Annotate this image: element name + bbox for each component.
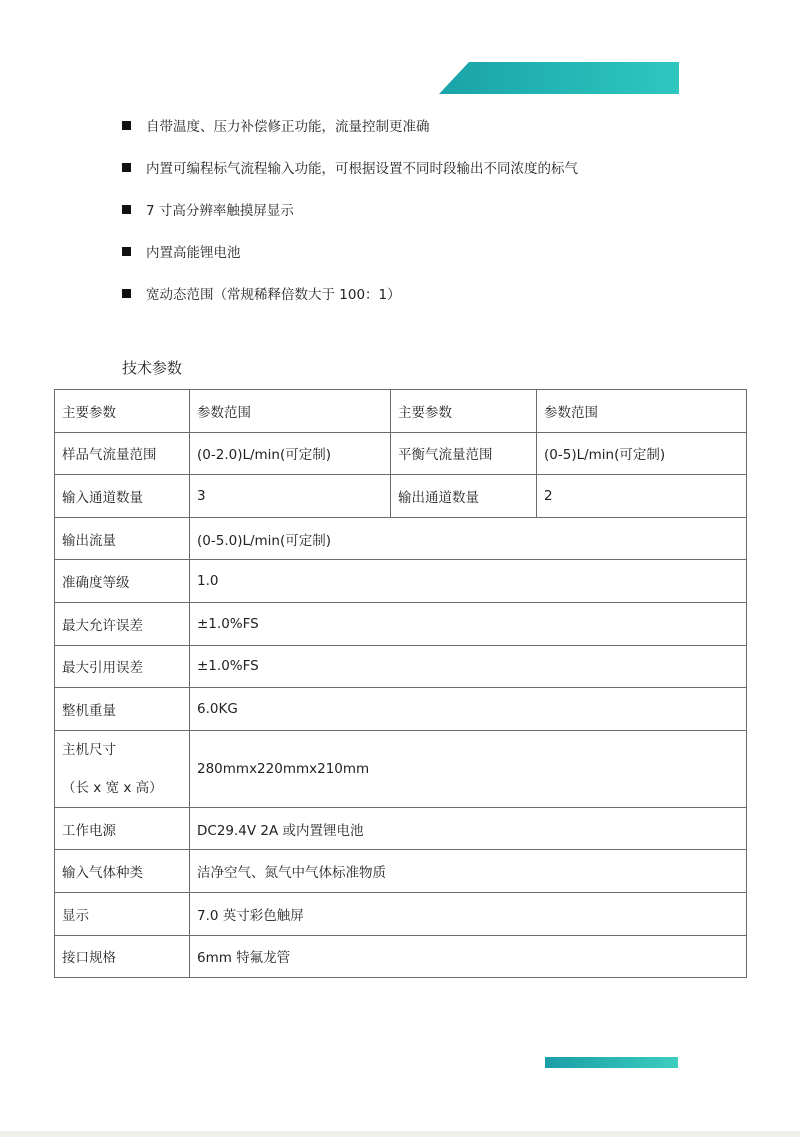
- param-value: 2: [537, 475, 747, 518]
- square-bullet-icon: [122, 121, 131, 130]
- param-value: (0-5)L/min(可定制): [537, 432, 747, 475]
- param-value: 7.0 英寸彩色触屏: [190, 892, 747, 935]
- param-label: 输出流量: [55, 517, 190, 560]
- param-value: DC29.4V 2A 或内置锂电池: [190, 807, 747, 850]
- table-row: [55, 935, 747, 978]
- square-bullet-icon: [122, 247, 131, 256]
- technical-parameters-table: [54, 389, 747, 978]
- param-value: ±1.0%FS: [190, 645, 747, 688]
- table-header-cell: 参数范围: [190, 390, 391, 433]
- table-row: [55, 645, 747, 688]
- table-row: [55, 688, 747, 731]
- table-header-cell: 主要参数: [55, 390, 190, 433]
- feature-item: [122, 188, 722, 230]
- param-value: 6.0KG: [190, 688, 747, 731]
- table-header-cell: 参数范围: [537, 390, 747, 433]
- param-label: 样品气流量范围: [55, 432, 190, 475]
- param-value: 280mmx220mmx210mm: [190, 730, 747, 807]
- table-row: [55, 432, 747, 475]
- param-label: 最大引用误差: [55, 645, 190, 688]
- table-header-row: [55, 390, 747, 433]
- param-value: (0-2.0)L/min(可定制): [190, 432, 391, 475]
- feature-text: 内置可编程标气流程输入功能，可根据设置不同时段输出不同浓度的标气: [146, 161, 578, 177]
- param-value: 3: [190, 475, 391, 518]
- param-label: 平衡气流量范围: [391, 432, 537, 475]
- param-label: 输入通道数量: [55, 475, 190, 518]
- param-label: 整机重量: [55, 688, 190, 731]
- table-row: [55, 475, 747, 518]
- param-value: (0-5.0)L/min(可定制): [190, 517, 747, 560]
- table-row: [55, 850, 747, 893]
- feature-item: [122, 230, 722, 272]
- param-label: 输入气体种类: [55, 850, 190, 893]
- param-label: 准确度等级: [55, 560, 190, 603]
- feature-text: 7 寸高分辨率触摸屏显示: [146, 203, 294, 219]
- table-row: [55, 807, 747, 850]
- table-header-cell: 主要参数: [391, 390, 537, 433]
- square-bullet-icon: [122, 289, 131, 298]
- param-value: 洁净空气、氮气中气体标准物质: [190, 850, 747, 893]
- param-value: 1.0: [190, 560, 747, 603]
- table-row: [55, 517, 747, 560]
- table-row: [55, 892, 747, 935]
- section-title: 技术参数: [122, 359, 183, 377]
- table-row: [55, 730, 747, 807]
- feature-text: 自带温度、压力补偿修正功能，流量控制更准确: [146, 119, 430, 135]
- page-bottom-edge: [0, 1131, 800, 1137]
- param-label: 工作电源: [55, 807, 190, 850]
- feature-text: 内置高能锂电池: [146, 245, 241, 261]
- square-bullet-icon: [122, 205, 131, 214]
- feature-item: [122, 146, 722, 188]
- param-label: [55, 730, 190, 807]
- param-label: 接口规格: [55, 935, 190, 978]
- footer-accent-bar: [545, 1057, 678, 1068]
- feature-item: [122, 272, 722, 314]
- feature-text: 宽动态范围（常规稀释倍数大于 100：1）: [146, 287, 401, 303]
- table-row: [55, 560, 747, 603]
- param-label: 输出通道数量: [391, 475, 537, 518]
- size-label-line2: （长 x 宽 x 高）: [62, 779, 163, 796]
- header-accent-banner: [439, 62, 679, 94]
- feature-item: [122, 104, 722, 146]
- table-row: [55, 602, 747, 645]
- param-label: 显示: [55, 892, 190, 935]
- param-value: ±1.0%FS: [190, 602, 747, 645]
- param-label: 最大允许误差: [55, 602, 190, 645]
- param-value: 6mm 特氟龙管: [190, 935, 747, 978]
- size-label-line1: 主机尺寸: [62, 741, 116, 758]
- feature-list: [122, 104, 722, 314]
- square-bullet-icon: [122, 163, 131, 172]
